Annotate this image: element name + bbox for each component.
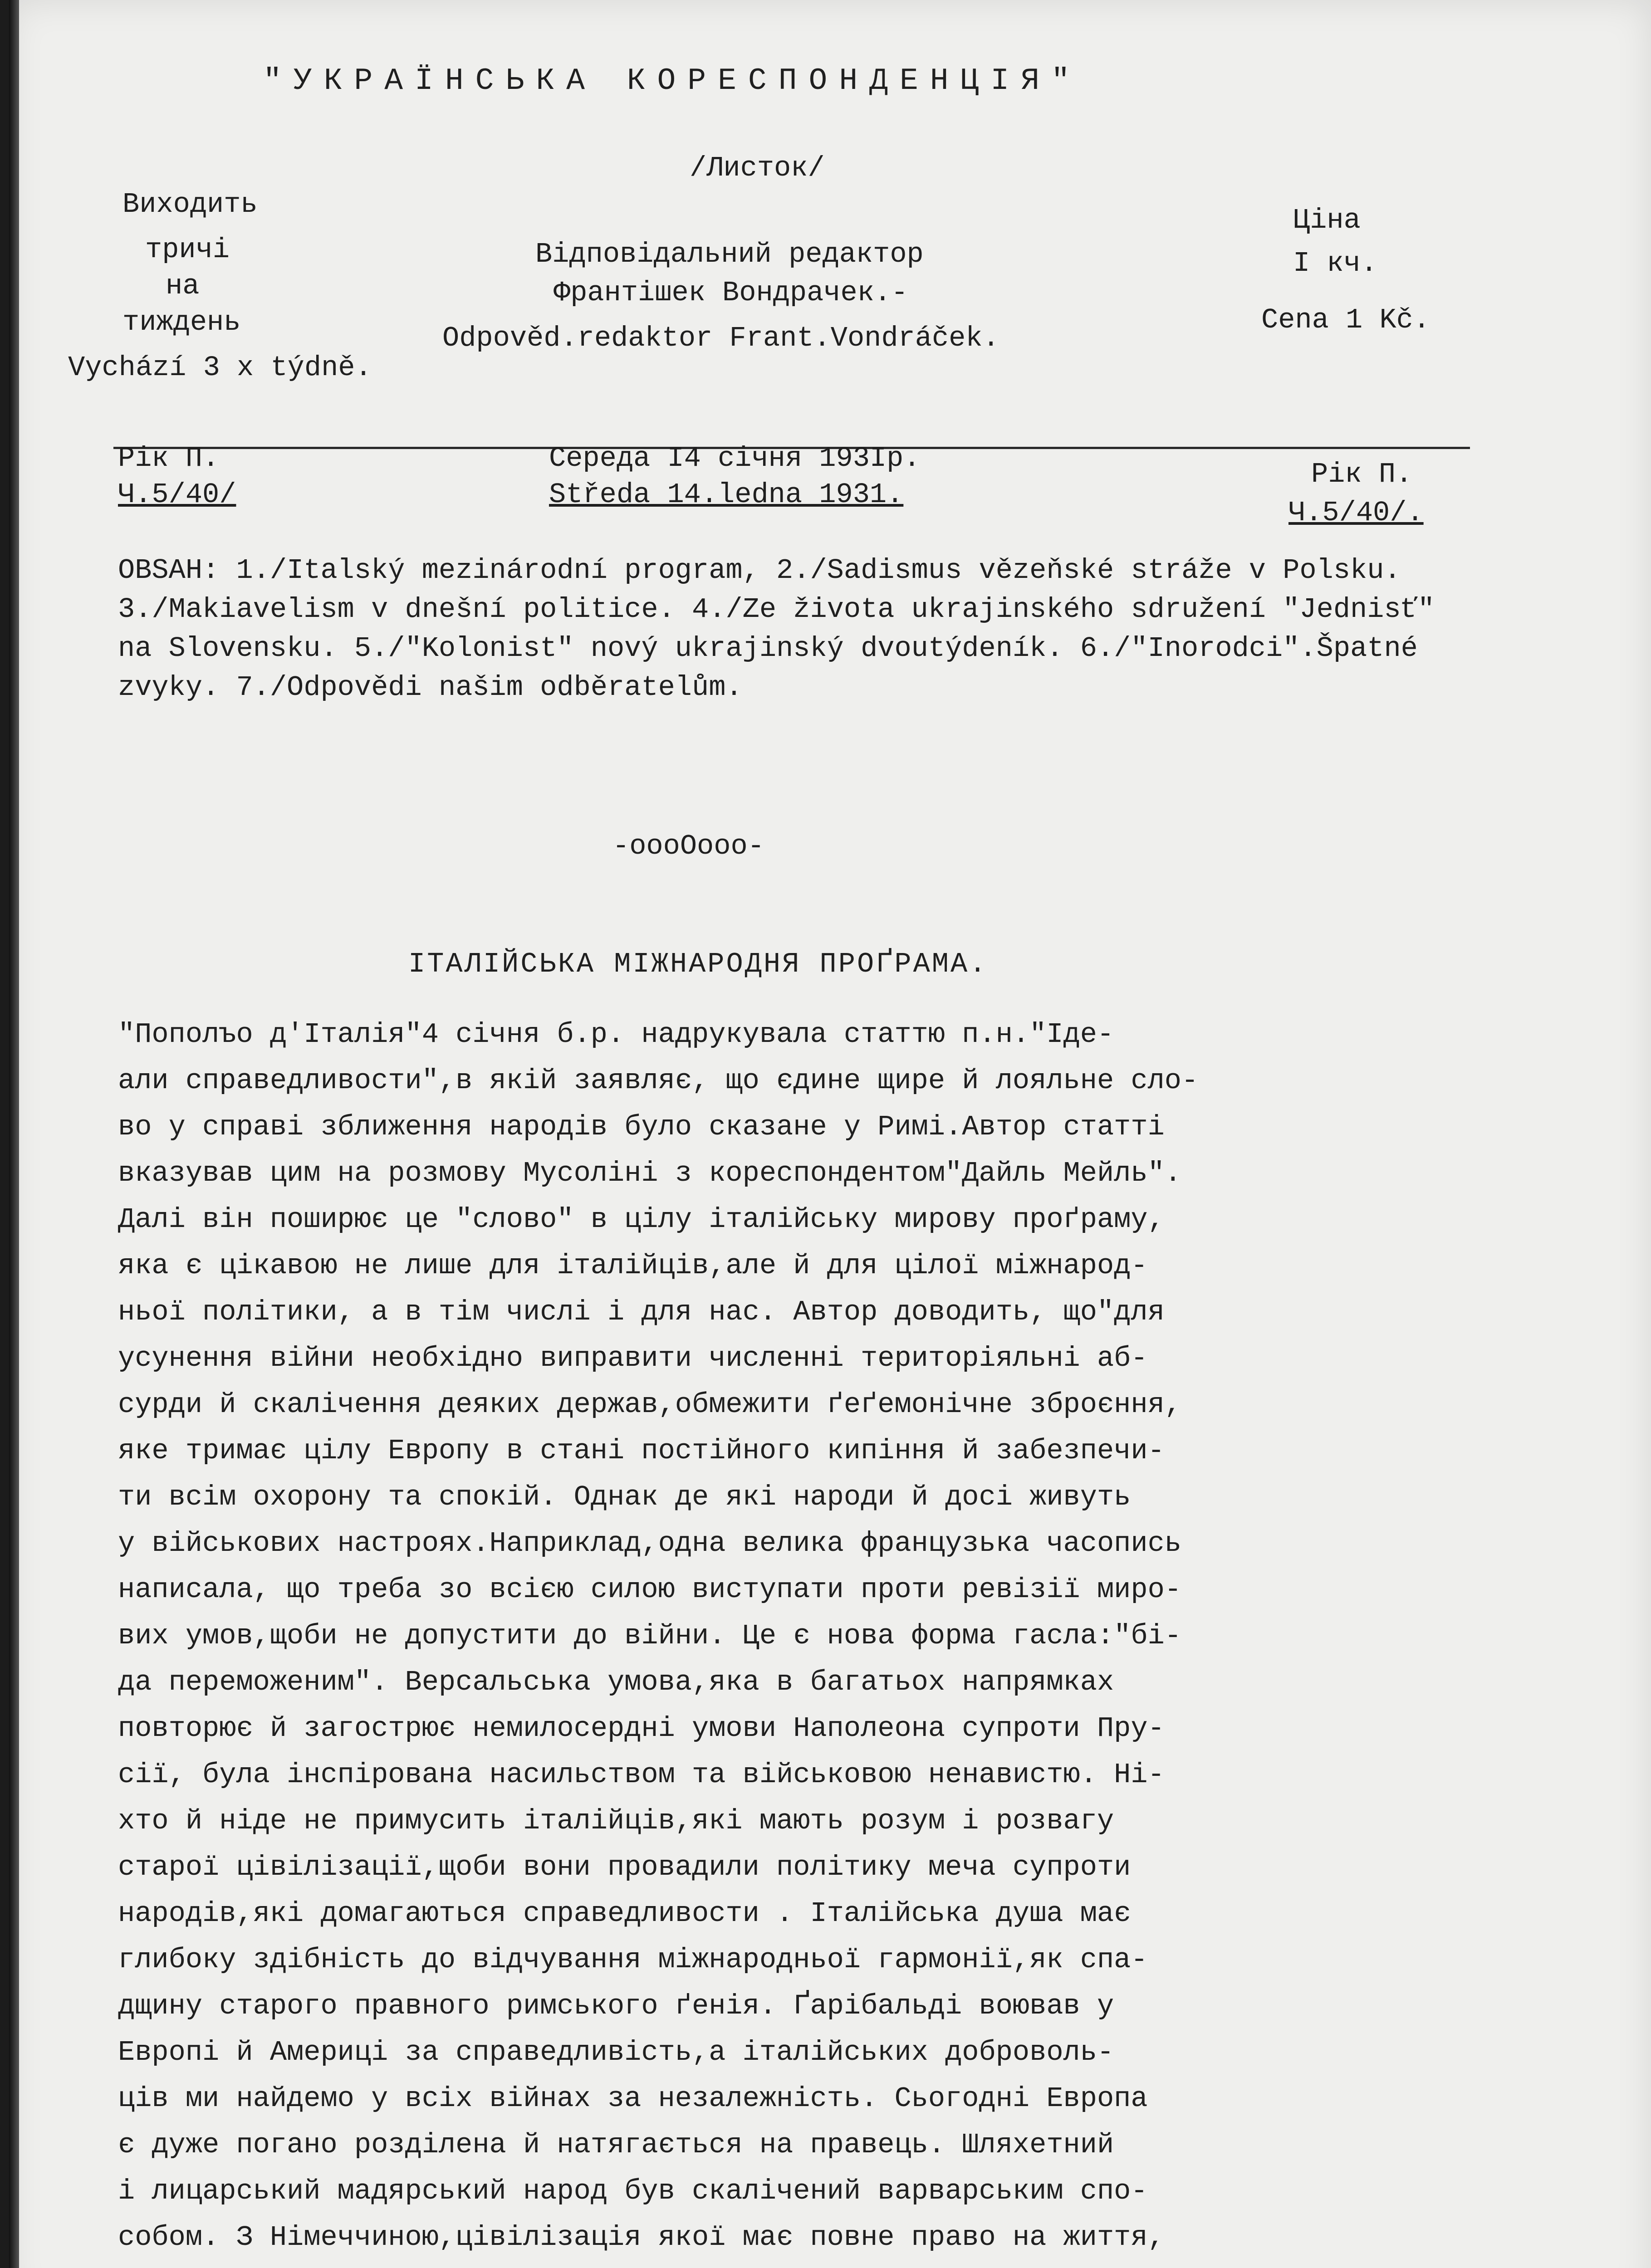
issue-date-cs: Středa 14.ledna 1931.: [549, 479, 904, 511]
price-line-2: I кч.: [1293, 247, 1378, 279]
issue-number-right: Ч.5/40/.: [1288, 497, 1424, 529]
article-line: яке тримає цілу Европу в стані постійного кипіння й забезпечи-: [118, 1435, 1165, 1467]
article-heading: ІТАЛІЙСЬКА МІЖНАРОДНЯ ПРОҐРАМА.: [408, 948, 988, 980]
article-line: у військових настроях.Наприклад,одна велика французька часопись: [118, 1527, 1181, 1559]
article-line: да переможеним". Версальська умова,яка в багатьох напрямках: [118, 1666, 1114, 1698]
article-line: во у справі зближення народів було сказане у Римі.Автор статті: [118, 1111, 1165, 1143]
article-line: глибоку здібність до відчування міжнародньої гармонії,як спа-: [118, 1944, 1148, 1976]
article-line: усунення війни необхідно виправити численні територіяльні аб-: [118, 1342, 1148, 1374]
article-line: ньої політики, а в тім числі і для нас. Автор доводить, що"для: [118, 1296, 1165, 1328]
masthead-subtitle: /Листок/: [690, 152, 825, 184]
masthead-title: "УКРАЇНСЬКА КОРЕСПОНДЕНЦІЯ": [263, 64, 1082, 98]
frequency-line-4: тиждень: [122, 306, 241, 338]
article-line: є дуже погано розділена й натягається на правець. Шляхетний: [118, 2129, 1114, 2161]
article-line: собом. З Німеччиною,цівілізація якої має повне право на життя,: [118, 2221, 1165, 2253]
article-line: вказував цим на розмову Мусоліні з кореспондентом"Дайль Мейль".: [118, 1157, 1181, 1189]
article-line: хто й ніде не примусить італійців,які мають розум і розвагу: [118, 1805, 1114, 1837]
article-line: "Пополъо д'Італія"4 січня б.р. надрукувала статтю п.н."Іде-: [118, 1018, 1114, 1051]
article-line: Далі він поширює це "слово" в цілу італійську мирову проґраму,: [118, 1203, 1165, 1236]
frequency-line-1: Виходить: [122, 188, 258, 220]
issue-year-left: Рік П.: [118, 442, 220, 474]
section-divider: -oooOooo-: [612, 830, 764, 862]
article-line: али справедливости",в якій заявляє, що єдине щире й лояльне сло-: [118, 1065, 1199, 1097]
price-czech: Cena 1 Kč.: [1261, 304, 1431, 336]
document-page: [9, 0, 1651, 2268]
issue-date-uk: Середа I4 січня 193Iр.: [549, 442, 921, 474]
article-line: написала, що треба зо всією силою виступати проти ревізії миро-: [118, 1574, 1181, 1606]
article-line: народів,які домагаються справедливости . Італійська душа має: [118, 1897, 1131, 1930]
frequency-line-2: тричі: [145, 234, 230, 266]
article-line: вих умов,щоби не допустити до війни. Це є нова форма гасла:"бі-: [118, 1620, 1181, 1652]
article-line: Европі й Америці за справедливість,а італійських доброволь-: [118, 2036, 1114, 2068]
editor-line-1: Відповідальний редактор: [535, 238, 924, 270]
issue-year-right: Рік П.: [1311, 458, 1413, 490]
article-line: яка є цікавою не лише для італійців,але й для цілої міжнарод-: [118, 1250, 1148, 1282]
price-line-1: Ціна: [1293, 204, 1361, 236]
issue-number-left: Ч.5/40/: [118, 479, 236, 511]
article-body: [118, 1012, 1479, 2261]
article-line: ців ми найдемо у всіх війнах за незалежність. Сьогодні Европа: [118, 2082, 1148, 2115]
editor-czech: Odpověd.redaktor Frant.Vondráček.: [442, 322, 999, 354]
article-line: сурди й скалічення деяких держав,обмежити ґеґемонічне зброєння,: [118, 1388, 1181, 1421]
frequency-line-3: на: [166, 270, 200, 302]
article-line: і лицарський мадярський народ був скалічений варварським спо-: [118, 2175, 1148, 2207]
article-line: повторює й загострює немилосердні умови Наполеона супроти Пру-: [118, 1712, 1165, 1745]
editor-line-2: Франтішек Вондрачек.-: [554, 277, 908, 309]
scan-edge: [9, 0, 19, 2268]
contents-summary: OBSAH: 1./Italský mezinárodní program, 2./Sadismus vězeňské stráže v Polsku. 3./Makiavelism v dnešní politice. 4./Ze života ukrajinského sdružení "Jednisť" na Slovensku. 5./"Kolonist" nový ukrajinský dvoutýdeník. 6./"Inorodci".Špatné zvyky. 7./Odpovědi našim odběratelům.: [118, 554, 1435, 704]
frequency-czech: Vychází 3 x týdně.: [68, 352, 372, 384]
article-line: ти всім охорону та спокій. Однак де які народи й досі живуть: [118, 1481, 1131, 1513]
article-line: старої цівілізації,щоби вони провадили політику меча супроти: [118, 1851, 1131, 1883]
article-line: дщину старого правного римського ґенія. Ґарібальді воював у: [118, 1990, 1114, 2022]
article-line: сії, була інспірована насильством та військовою ненавистю. Ні-: [118, 1759, 1165, 1791]
